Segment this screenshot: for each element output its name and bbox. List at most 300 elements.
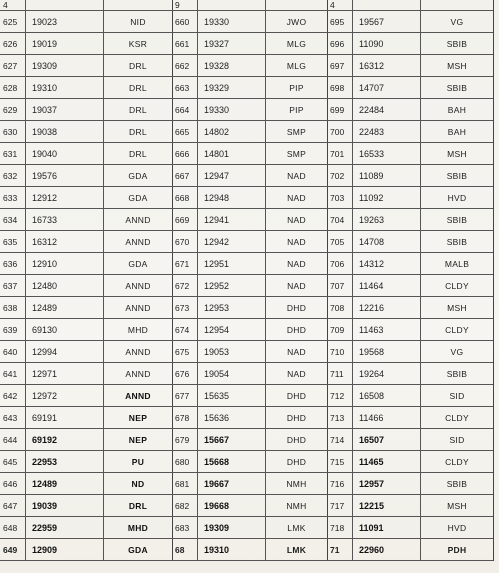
row-number-cell: 642 xyxy=(0,385,26,406)
train-number-cell xyxy=(353,0,421,10)
row-number-cell: 629 xyxy=(0,99,26,120)
station-code-cell: NAD xyxy=(287,280,306,291)
table-row xyxy=(327,55,493,77)
row-number-cell: 679 xyxy=(172,429,198,450)
station-code-cell: PIP xyxy=(289,82,304,93)
station-code-cell: CLDY xyxy=(445,324,469,335)
table-row xyxy=(0,253,172,275)
table-row xyxy=(172,407,327,429)
row-number-cell: 644 xyxy=(0,429,26,450)
station-code-cell: DRL xyxy=(129,126,147,137)
table-row xyxy=(172,187,327,209)
station-code-cell: ANND xyxy=(125,302,151,313)
table-row xyxy=(327,341,493,363)
train-number-cell: 19264 xyxy=(353,363,421,384)
table-row xyxy=(327,495,493,517)
station-code-cell: ANND xyxy=(125,280,151,291)
station-code-cell: NEP xyxy=(128,412,148,423)
train-number-cell: 11091 xyxy=(353,517,421,538)
station-code-cell: SMP xyxy=(286,148,307,159)
train-number-cell: 12953 xyxy=(198,297,266,318)
table-row xyxy=(172,517,327,539)
table-row xyxy=(0,407,172,429)
row-number-cell: 647 xyxy=(0,495,26,516)
station-code-cell: MALB xyxy=(444,258,470,269)
row-number-cell: 660 xyxy=(172,11,198,32)
train-number-cell: 16507 xyxy=(353,429,421,450)
row-number-cell: 708 xyxy=(327,297,353,318)
row-number-cell: 666 xyxy=(172,143,198,164)
station-code-cell: DHD xyxy=(286,456,307,467)
row-number-cell: 703 xyxy=(327,187,353,208)
train-number-cell: 16733 xyxy=(26,209,104,230)
table-row xyxy=(0,275,172,297)
station-code-cell: SID xyxy=(449,390,465,401)
train-number-cell: 19039 xyxy=(26,495,104,516)
row-number-cell: 9 xyxy=(172,0,198,10)
table-row xyxy=(327,517,493,539)
row-number-cell: 671 xyxy=(172,253,198,274)
train-number-cell: 12947 xyxy=(198,165,266,186)
table-row xyxy=(172,11,327,33)
table-row xyxy=(327,187,493,209)
row-number-cell: 625 xyxy=(0,11,26,32)
station-code-cell: ND xyxy=(131,478,145,489)
row-number-cell: 646 xyxy=(0,473,26,494)
table-row xyxy=(172,55,327,77)
train-number-cell: 19328 xyxy=(198,55,266,76)
row-number-cell: 669 xyxy=(172,209,198,230)
table-row xyxy=(327,33,493,55)
train-number-cell: 19310 xyxy=(26,77,104,98)
row-number-cell: 683 xyxy=(172,517,198,538)
train-number-cell: 11466 xyxy=(353,407,421,428)
table-row xyxy=(327,539,493,561)
station-code-cell: SBIB xyxy=(446,170,468,181)
train-number-cell: 12941 xyxy=(198,209,266,230)
train-number-cell: 19330 xyxy=(198,99,266,120)
train-number-cell: 19038 xyxy=(26,121,104,142)
row-number-cell: 718 xyxy=(327,517,353,538)
station-code-cell: SBIB xyxy=(446,214,468,225)
row-number-cell: 675 xyxy=(172,341,198,362)
station-code-cell: NAD xyxy=(287,192,306,203)
train-number-cell: 19667 xyxy=(198,473,266,494)
table-row xyxy=(0,473,172,495)
station-code-cell: PIP xyxy=(289,104,304,115)
station-code-cell: MSH xyxy=(447,148,467,159)
station-code-cell xyxy=(104,0,172,10)
station-code-cell: CLDY xyxy=(445,280,469,291)
train-number-cell: 12957 xyxy=(353,473,421,494)
station-code-cell: HVD xyxy=(447,522,467,533)
train-number-cell: 11089 xyxy=(353,165,421,186)
station-code-cell: DHD xyxy=(286,390,307,401)
train-number-cell: 16312 xyxy=(26,231,104,252)
table-row xyxy=(0,385,172,407)
station-code-cell: SBIB xyxy=(446,82,468,93)
station-code-cell: CLDY xyxy=(445,456,469,467)
station-code-cell: NAD xyxy=(287,346,306,357)
row-number-cell: 715 xyxy=(327,451,353,472)
row-number-cell: 627 xyxy=(0,55,26,76)
row-number-cell: 667 xyxy=(172,165,198,186)
train-number-cell: 19054 xyxy=(198,363,266,384)
train-number-cell: 19567 xyxy=(353,11,421,32)
station-code-cell xyxy=(421,0,493,10)
row-number-cell: 640 xyxy=(0,341,26,362)
train-number-cell: 12909 xyxy=(26,539,104,560)
row-number-cell: 700 xyxy=(327,121,353,142)
row-number-cell: 704 xyxy=(327,209,353,230)
station-code-cell: MLG xyxy=(286,38,307,49)
row-number-cell: 705 xyxy=(327,231,353,252)
table-row xyxy=(0,451,172,473)
table-row xyxy=(0,231,172,253)
train-number-cell: 12948 xyxy=(198,187,266,208)
train-number-cell: 19668 xyxy=(198,495,266,516)
table-row xyxy=(0,341,172,363)
row-number-cell: 672 xyxy=(172,275,198,296)
train-number-cell: 14707 xyxy=(353,77,421,98)
table-row xyxy=(327,297,493,319)
station-code-cell: MHD xyxy=(127,522,149,533)
train-number-cell xyxy=(198,0,266,10)
station-code-cell: NAD xyxy=(287,170,306,181)
table-row xyxy=(327,253,493,275)
row-number-cell: 635 xyxy=(0,231,26,252)
station-code-cell: SMP xyxy=(286,126,307,137)
table-row xyxy=(172,473,327,495)
train-number-cell: 11090 xyxy=(353,33,421,54)
station-code-cell: SID xyxy=(449,434,465,445)
station-code-cell: SBIB xyxy=(446,236,468,247)
table-row xyxy=(0,77,172,99)
train-number-cell: 12971 xyxy=(26,363,104,384)
table-row xyxy=(327,363,493,385)
table-row xyxy=(327,319,493,341)
table-row xyxy=(0,209,172,231)
train-number-cell: 19037 xyxy=(26,99,104,120)
station-code-cell: NEP xyxy=(128,434,148,445)
table-row xyxy=(327,77,493,99)
train-number-cell: 19576 xyxy=(26,165,104,186)
table-row xyxy=(0,99,172,121)
table-row xyxy=(172,165,327,187)
train-number-cell: 19019 xyxy=(26,33,104,54)
table-row xyxy=(327,275,493,297)
table-row xyxy=(0,429,172,451)
row-number-cell: 628 xyxy=(0,77,26,98)
station-code-cell: HVD xyxy=(447,192,467,203)
train-number-cell: 19309 xyxy=(198,517,266,538)
station-code-cell: MSH xyxy=(447,500,467,511)
station-code-cell: NMH xyxy=(286,500,307,511)
row-number-cell: 702 xyxy=(327,165,353,186)
row-number-cell: 677 xyxy=(172,385,198,406)
row-number-cell: 636 xyxy=(0,253,26,274)
train-number-cell: 12489 xyxy=(26,297,104,318)
table-row xyxy=(172,99,327,121)
station-code-cell: JWO xyxy=(286,16,307,27)
train-number-cell: 14801 xyxy=(198,143,266,164)
table-row xyxy=(327,143,493,165)
row-number-cell: 633 xyxy=(0,187,26,208)
table-row xyxy=(172,275,327,297)
table-row xyxy=(172,385,327,407)
table-row xyxy=(0,539,172,561)
row-number-cell: 709 xyxy=(327,319,353,340)
table-row xyxy=(0,33,172,55)
station-code-cell: ANND xyxy=(125,368,151,379)
train-number-cell: 12952 xyxy=(198,275,266,296)
train-number-cell: 19568 xyxy=(353,341,421,362)
train-number-cell: 19329 xyxy=(198,77,266,98)
train-number-cell: 14708 xyxy=(353,231,421,252)
row-number-cell: 626 xyxy=(0,33,26,54)
station-code-cell: CLDY xyxy=(445,412,469,423)
row-number-cell: 682 xyxy=(172,495,198,516)
table-row xyxy=(327,385,493,407)
table-row xyxy=(0,363,172,385)
row-number-cell: 638 xyxy=(0,297,26,318)
station-code-cell: MLG xyxy=(286,60,307,71)
row-number-cell: 696 xyxy=(327,33,353,54)
row-number-cell: 631 xyxy=(0,143,26,164)
row-number-cell: 706 xyxy=(327,253,353,274)
table-column-1 xyxy=(0,0,173,561)
station-code-cell: DRL xyxy=(129,104,147,115)
train-number-cell: 15636 xyxy=(198,407,266,428)
station-code-cell: DHD xyxy=(286,434,307,445)
table-row xyxy=(327,121,493,143)
train-number-cell: 19023 xyxy=(26,11,104,32)
train-number-cell: 19309 xyxy=(26,55,104,76)
station-code-cell: PU xyxy=(131,456,145,467)
station-code-cell: DHD xyxy=(286,302,307,313)
station-code-cell: SBIB xyxy=(446,368,468,379)
station-code-cell xyxy=(266,0,327,10)
station-code-cell: SBIB xyxy=(446,478,468,489)
row-number-cell: 634 xyxy=(0,209,26,230)
row-number-cell: 681 xyxy=(172,473,198,494)
table-row xyxy=(0,11,172,33)
table-row xyxy=(172,77,327,99)
station-code-cell: BAH xyxy=(447,104,467,115)
station-code-cell: ANND xyxy=(125,390,151,401)
row-number-cell: 649 xyxy=(0,539,26,560)
station-code-cell: NID xyxy=(130,16,146,27)
row-number-cell: 668 xyxy=(172,187,198,208)
table-row xyxy=(0,187,172,209)
table-row xyxy=(0,143,172,165)
row-number-cell: 698 xyxy=(327,77,353,98)
table-column-3 xyxy=(327,0,494,561)
train-number-cell: 22484 xyxy=(353,99,421,120)
row-number-cell: 661 xyxy=(172,33,198,54)
row-number-cell: 663 xyxy=(172,77,198,98)
table-row xyxy=(327,165,493,187)
train-number-cell: 14802 xyxy=(198,121,266,142)
row-number-cell: 712 xyxy=(327,385,353,406)
train-number-cell: 69192 xyxy=(26,429,104,450)
table-row xyxy=(172,495,327,517)
train-number-cell: 12942 xyxy=(198,231,266,252)
train-number-cell: 11463 xyxy=(353,319,421,340)
row-number-cell: 662 xyxy=(172,55,198,76)
table-row xyxy=(0,55,172,77)
table-row xyxy=(172,341,327,363)
row-number-cell: 670 xyxy=(172,231,198,252)
train-number-cell: 12951 xyxy=(198,253,266,274)
table-row xyxy=(327,473,493,495)
station-code-cell: GDA xyxy=(128,544,148,555)
station-code-cell: MHD xyxy=(127,324,149,335)
station-code-cell: VG xyxy=(450,346,464,357)
station-code-cell: NAD xyxy=(287,258,306,269)
table-row xyxy=(327,0,493,11)
row-number-cell: 648 xyxy=(0,517,26,538)
station-code-cell: MSH xyxy=(447,60,467,71)
train-number-cell: 15668 xyxy=(198,451,266,472)
row-number-cell: 695 xyxy=(327,11,353,32)
row-number-cell: 68 xyxy=(172,539,198,560)
table-row xyxy=(327,407,493,429)
station-code-cell: GDA xyxy=(128,170,148,181)
row-number-cell: 707 xyxy=(327,275,353,296)
train-number-cell xyxy=(26,0,104,10)
train-number-cell: 69130 xyxy=(26,319,104,340)
table-row xyxy=(172,297,327,319)
table-row xyxy=(327,429,493,451)
row-number-cell: 676 xyxy=(172,363,198,384)
row-number-cell: 714 xyxy=(327,429,353,450)
train-number-cell: 19327 xyxy=(198,33,266,54)
station-code-cell: MSH xyxy=(447,302,467,313)
train-number-cell: 11092 xyxy=(353,187,421,208)
station-code-cell: DHD xyxy=(286,324,307,335)
table-row xyxy=(172,231,327,253)
row-number-cell: 643 xyxy=(0,407,26,428)
row-number-cell: 717 xyxy=(327,495,353,516)
train-number-cell: 12489 xyxy=(26,473,104,494)
table-row xyxy=(172,121,327,143)
table-row xyxy=(172,253,327,275)
train-number-cell: 19040 xyxy=(26,143,104,164)
station-code-cell: NMH xyxy=(286,478,307,489)
table-row xyxy=(172,363,327,385)
station-code-cell: DHD xyxy=(286,412,307,423)
station-code-cell: DRL xyxy=(129,148,147,159)
table-row xyxy=(327,99,493,121)
table-row xyxy=(0,517,172,539)
table-row xyxy=(172,319,327,341)
train-number-cell: 12215 xyxy=(353,495,421,516)
station-code-cell: DRL xyxy=(128,500,148,511)
table-row xyxy=(172,143,327,165)
row-number-cell: 710 xyxy=(327,341,353,362)
station-code-cell: ANND xyxy=(125,236,151,247)
station-code-cell: VG xyxy=(450,16,464,27)
train-number-cell: 19330 xyxy=(198,11,266,32)
row-number-cell: 645 xyxy=(0,451,26,472)
row-number-cell: 4 xyxy=(0,0,26,10)
table-row xyxy=(0,319,172,341)
row-number-cell: 632 xyxy=(0,165,26,186)
table-row xyxy=(172,209,327,231)
row-number-cell: 71 xyxy=(327,539,353,560)
train-number-cell: 12954 xyxy=(198,319,266,340)
row-number-cell: 711 xyxy=(327,363,353,384)
table-row xyxy=(0,495,172,517)
row-number-cell: 637 xyxy=(0,275,26,296)
table-row xyxy=(0,0,172,11)
train-number-cell: 11464 xyxy=(353,275,421,296)
row-number-cell: 665 xyxy=(172,121,198,142)
row-number-cell: 699 xyxy=(327,99,353,120)
row-number-cell: 680 xyxy=(172,451,198,472)
row-number-cell: 673 xyxy=(172,297,198,318)
table-row xyxy=(0,165,172,187)
table-row xyxy=(327,11,493,33)
train-number-cell: 12994 xyxy=(26,341,104,362)
train-number-cell: 15635 xyxy=(198,385,266,406)
station-code-cell: BAH xyxy=(447,126,467,137)
station-code-cell: DRL xyxy=(129,60,147,71)
train-number-cell: 22960 xyxy=(353,539,421,560)
table-row xyxy=(0,121,172,143)
station-code-cell: GDA xyxy=(128,192,148,203)
station-code-cell: NAD xyxy=(287,214,306,225)
row-number-cell: 4 xyxy=(327,0,353,10)
station-code-cell: KSR xyxy=(128,38,148,49)
train-number-cell: 12910 xyxy=(26,253,104,274)
train-number-cell: 12480 xyxy=(26,275,104,296)
train-number-cell: 69191 xyxy=(26,407,104,428)
table-row xyxy=(172,451,327,473)
table-column-2 xyxy=(172,0,328,561)
train-number-cell: 16312 xyxy=(353,55,421,76)
train-number-cell: 19053 xyxy=(198,341,266,362)
train-number-cell: 22953 xyxy=(26,451,104,472)
table-row xyxy=(327,209,493,231)
train-number-cell: 11465 xyxy=(353,451,421,472)
station-code-cell: NAD xyxy=(287,236,306,247)
row-number-cell: 678 xyxy=(172,407,198,428)
station-code-cell: PDH xyxy=(447,544,467,555)
station-code-cell: ANND xyxy=(125,346,151,357)
row-number-cell: 701 xyxy=(327,143,353,164)
train-number-cell: 19310 xyxy=(198,539,266,560)
train-number-cell: 15667 xyxy=(198,429,266,450)
train-number-cell: 16533 xyxy=(353,143,421,164)
station-code-cell: NAD xyxy=(287,368,306,379)
table-row xyxy=(172,539,327,561)
station-code-cell: SBIB xyxy=(446,38,468,49)
station-code-cell: DRL xyxy=(129,82,147,93)
row-number-cell: 697 xyxy=(327,55,353,76)
station-code-cell: LMK xyxy=(287,522,306,533)
table-row xyxy=(0,297,172,319)
row-number-cell: 713 xyxy=(327,407,353,428)
row-number-cell: 716 xyxy=(327,473,353,494)
table-row xyxy=(172,0,327,11)
table-row xyxy=(327,231,493,253)
station-code-cell: ANND xyxy=(125,214,151,225)
train-number-cell: 19263 xyxy=(353,209,421,230)
table-row xyxy=(327,451,493,473)
train-number-cell: 12216 xyxy=(353,297,421,318)
